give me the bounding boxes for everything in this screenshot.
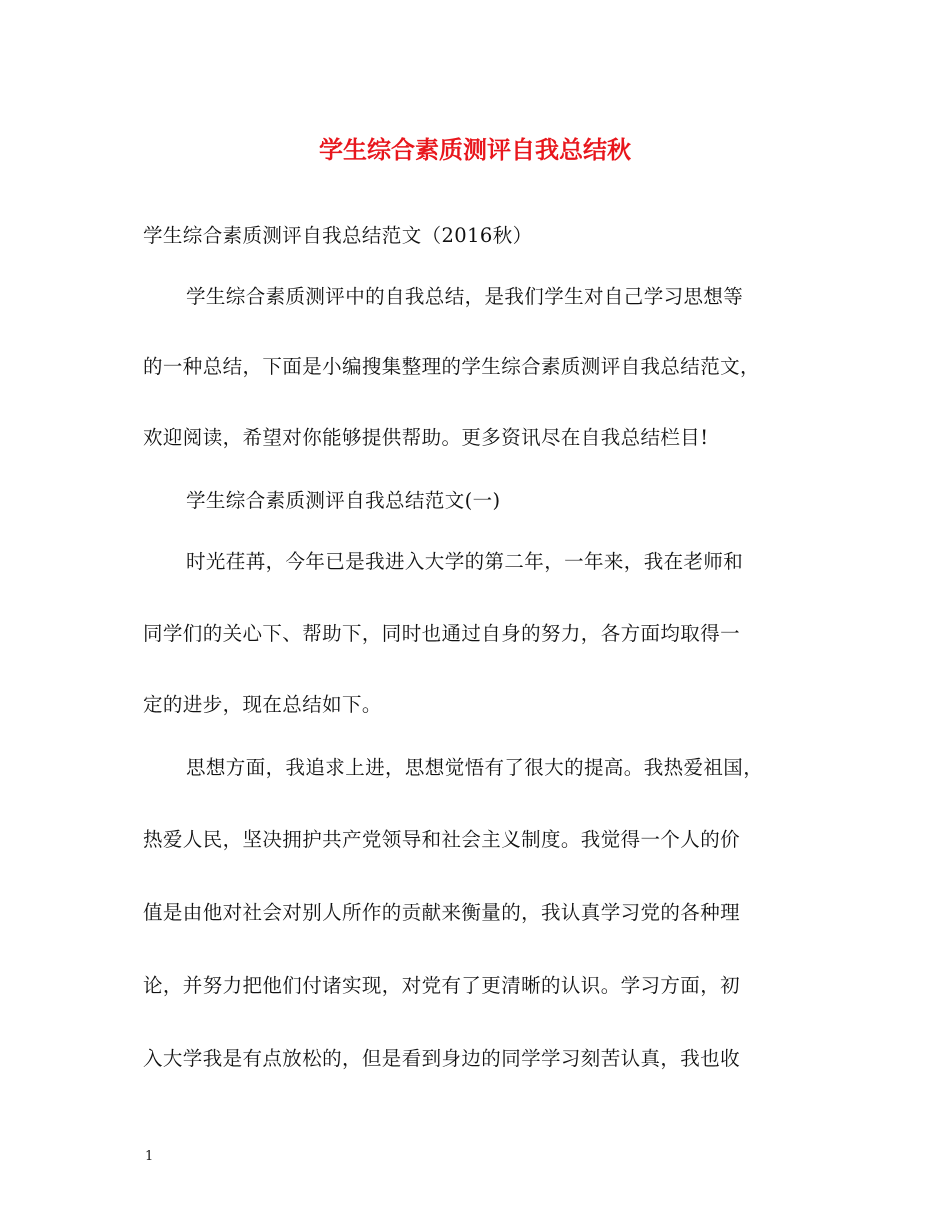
subtitle-line: 学生综合素质测评自我总结范文（2016秋） [143, 224, 533, 247]
paragraph-line: 入大学我是有点放松的，但是看到身边的同学学习刻苦认真，我也收 [143, 1047, 741, 1070]
paragraph-line: 同学们的关心下、帮助下，同时也通过自身的努力，各方面均取得一 [143, 622, 741, 645]
document-title: 学生综合素质测评自我总结秋 [319, 135, 631, 164]
paragraph-line: 值是由他对社会对别人所作的贡献来衡量的，我认真学习党的各种理 [143, 901, 741, 924]
paragraph-line: 学生综合素质测评中的自我总结，是我们学生对自己学习思想等 [186, 285, 744, 308]
paragraph-line: 思想方面，我追求上进，思想觉悟有了很大的提高。我热爱祖国， [186, 756, 764, 779]
page-number: 1 [145, 1149, 154, 1164]
paragraph-line: 定的进步，现在总结如下。 [143, 693, 382, 716]
paragraph-line: 的一种总结，下面是小编搜集整理的学生综合素质测评自我总结范文， [143, 355, 760, 378]
paragraph-line: 欢迎阅读，希望对你能够提供帮助。更多资讯尽在自我总结栏目! [143, 426, 709, 449]
paragraph-line: 时光荏苒，今年已是我进入大学的第二年，一年来，我在老师和 [186, 550, 744, 573]
paragraph-line: 热爱人民，坚决拥护共产党领导和社会主义制度。我觉得一个人的价 [143, 828, 741, 851]
section-heading: 学生综合素质测评自我总结范文(一) [186, 489, 501, 512]
paragraph-line: 论，并努力把他们付诸实现，对党有了更清晰的认识。学习方面，初 [143, 974, 741, 997]
